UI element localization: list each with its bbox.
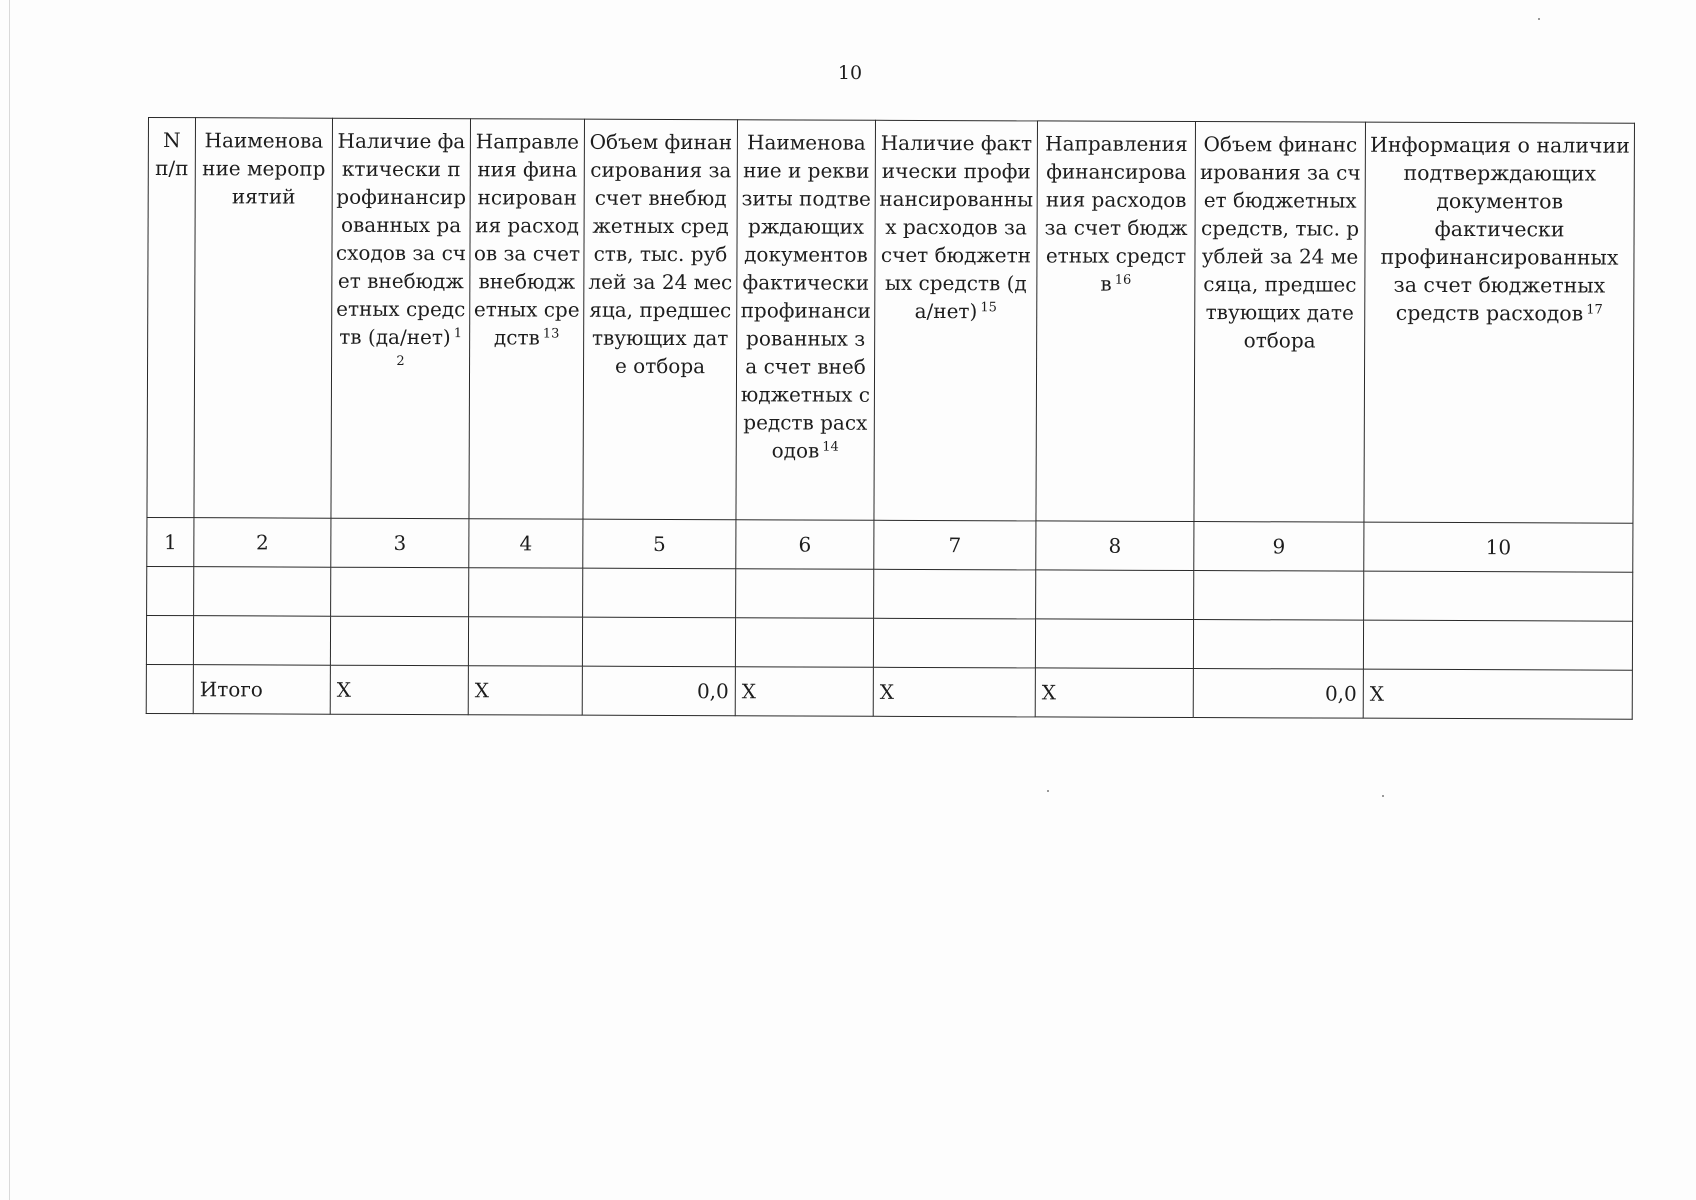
total-cell-x: X [873,667,1035,717]
total-cell-x: X [1363,669,1632,719]
column-number-cell: 6 [736,520,874,570]
empty-cell [469,568,583,617]
column-number-cell: 4 [469,519,583,568]
empty-cell [1193,620,1363,670]
column-number-row [147,517,1633,572]
total-cell-number [146,664,193,713]
header-cell-budget-presence: Наличие фактически профинансированных расходов за счет бюджетных средств (да/нет) $^{15}$ [874,120,1038,521]
scan-speck [1538,18,1540,20]
scan-edge-line [9,0,10,1200]
empty-cell [874,569,1036,619]
column-number-cell: 3 [331,518,469,568]
total-extrabudget-volume: 0,0 [582,666,735,716]
total-cell-x: X [1035,668,1193,718]
header-cell-extrabudget-directions: Направления финансирования расходов за счет внебюджетных средств $^{13}$ [469,119,585,519]
column-number-cell: 5 [583,519,736,569]
empty-cell [146,615,193,664]
empty-cell [736,569,874,619]
total-label: Итого [193,665,330,715]
column-number-cell: 9 [1194,522,1364,572]
empty-cell [1363,620,1632,670]
total-row [146,664,1632,719]
column-number-cell: 2 [194,518,331,568]
total-budget-volume: 0,0 [1193,669,1363,719]
empty-cell [735,618,873,668]
empty-row [146,615,1632,670]
header-cell-extrabudget-documents: Наименование и реквизиты подтверждающих документов фактически профинансированных за счет внебюджетных средств расходов $^{14}$ [736,120,876,521]
scan-speck [1047,790,1049,792]
scan-speck [1382,795,1384,797]
total-cell-x: X [468,666,582,715]
empty-cell [147,566,194,615]
header-cell-activity-name: Наименование мероприятий [194,118,333,519]
column-number-cell: 10 [1364,522,1633,572]
empty-cell [330,616,468,666]
header-cell-extrabudget-presence: Наличие фактически профинансированных расходов за счет внебюджетных средств (да/нет) $^{12}$ [331,118,471,519]
column-number-cell: 8 [1036,521,1194,571]
empty-cell [583,568,736,618]
header-cell-budget-volume: Объем финансирования за счет бюджетных средств, тыс. рублей за 24 месяца, предшествующих дате отбора [1194,122,1366,523]
empty-cell [193,616,330,666]
funding-table [146,117,1635,720]
empty-cell [1194,571,1364,621]
empty-cell [873,618,1035,668]
column-number-cell: 7 [874,520,1036,570]
empty-cell [1036,570,1194,620]
empty-cell [1364,571,1633,621]
empty-cell [1035,619,1193,669]
empty-cell [331,567,469,617]
header-cell-row-number: N п/п [147,118,196,518]
column-number-cell: 1 [147,517,194,566]
header-cell-extrabudget-volume: Объем финансирования за счет внебюджетных средств, тыс. рублей за 24 месяца, предшествующих дате отбора [583,119,738,520]
empty-cell [194,567,331,617]
header-row [147,118,1635,524]
total-cell-x: X [330,665,468,715]
total-cell-x: X [735,667,873,717]
header-cell-budget-directions: Направления финансирования расходов за счет бюджетных средств $^{16}$ [1036,121,1196,522]
header-cell-budget-documents-info: Информация о наличии подтверждающих документов фактически профинансированных за счет бюджетных средств расходов $^{17}$ [1364,122,1635,523]
empty-row [147,566,1633,621]
empty-cell [468,617,582,666]
page-number: 10 [837,62,863,84]
empty-cell [582,617,735,667]
